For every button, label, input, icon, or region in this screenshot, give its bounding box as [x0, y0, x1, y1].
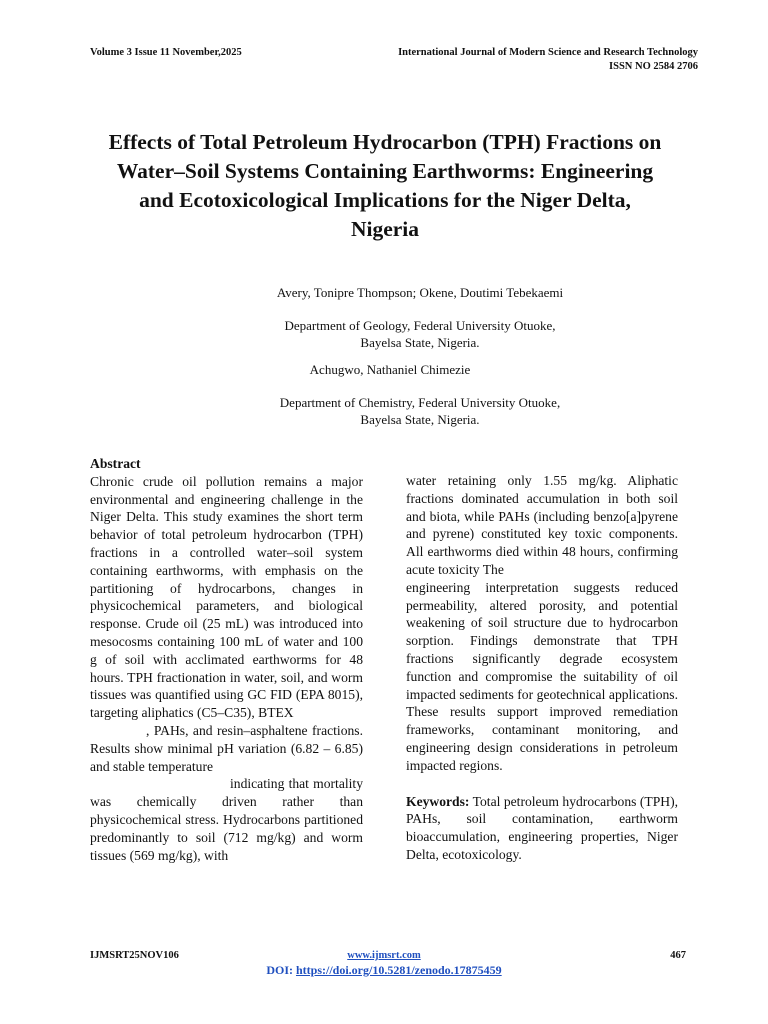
affiliation-line: Department of Chemistry, Federal University Otuoke, — [279, 395, 561, 410]
title-line: Water–Soil Systems Containing Earthworms: Engineering — [116, 159, 654, 183]
footer-paper-id: IJMSRT25NOV106 — [90, 950, 179, 961]
abstract-paragraph: engineering interpretation suggests reduced permeability, altered porosity, and potential weakening of soil structure due to hydrocarbon sorption. Findings demonstrate that TPH fractions significantly degrade ecosystem function and compromise the suitability of oil impacted sediments for geotechnical applications. These results support improved remediation frameworks, contaminant monitoring, and engineering design considerations in petroleum impacted regions. — [406, 579, 678, 773]
abstract-paragraph: indicating that mortality was chemically driven rather than physicochemical stress. Hydrocarbons partitioned predominantly to soil (712 mg/kg) and worm tissues (569 mg/kg), with — [90, 776, 363, 863]
abstract-heading: Abstract — [90, 456, 141, 471]
abstract-paragraph: water retaining only 1.55 mg/kg. Aliphatic fractions dominated accumulation in both soil and biota, while PAHs (including benzo[a]pyrene and pyrene) constituted key toxic components. All earthworms died within 48 hours, confirming acute toxicity The — [406, 473, 678, 577]
title-line: Effects of Total Petroleum Hydrocarbon (TPH) Fractions on — [108, 130, 662, 154]
abstract-paragraph: , PAHs, and resin–asphaltene fractions. Results show minimal pH variation (6.82 – 6.85) and stable temperature — [90, 722, 363, 774]
header-journal-name: International Journal of Modern Science and Research Technology — [398, 47, 698, 58]
website-link[interactable]: www.ijmsrt.com — [347, 950, 421, 961]
keywords-text: Total petroleum hydrocarbons (TPH), PAHs, soil contamination, earthworm bioaccumulation, engineering properties, Niger Delta, ecotoxicology. — [406, 793, 678, 862]
doi-label: DOI: — [266, 963, 296, 977]
abstract-left-column — [90, 455, 363, 864]
header-volume: Volume 3 Issue 11 November,2025 — [90, 47, 242, 58]
abstract-right-column — [406, 472, 678, 864]
paper-title — [95, 128, 675, 244]
affiliation-line: Department of Geology, Federal University Otuoke, — [284, 318, 556, 333]
author-group-1: Avery, Tonipre Thompson; Okene, Doutimi Tebekaemi — [276, 285, 564, 300]
affiliation-2 — [230, 394, 610, 428]
affiliation-1 — [230, 317, 610, 351]
doi-link[interactable]: https://doi.org/10.5281/zenodo.17875459 — [295, 963, 502, 977]
affiliation-line: Bayelsa State, Nigeria. — [360, 335, 480, 350]
footer-center — [0, 950, 768, 961]
page-number: 467 — [670, 950, 686, 961]
affiliation-line: Bayelsa State, Nigeria. — [360, 412, 480, 427]
doi-line — [0, 963, 768, 978]
author-group-2: Achugwo, Nathaniel Chimezie — [309, 362, 471, 377]
keywords-label: Keywords: — [406, 793, 470, 809]
title-line: Nigeria — [350, 217, 420, 241]
keywords — [406, 793, 678, 864]
header-journal — [398, 46, 698, 74]
title-line: and Ecotoxicological Implications for the Niger Delta, — [139, 188, 631, 212]
abstract-paragraph: Chronic crude oil pollution remains a major environmental and engineering challenge in the Niger Delta. This study examines the short term behavior of total petroleum hydrocarbon (TPH) fractions in a controlled water–soil system containing earthworms, with emphasis on the partitioning of hydrocarbons, changes in physicochemical parameters, and biological response. Crude oil (25 mL) was introduced into mesocosms containing 100 mL of water and 100 g of soil with acclimated earthworms for 48 hours. TPH fractionation in water, soil, and worm tissues was quantified using GC FID (EPA 8015), targeting aliphatics (C5–C35), BTEX — [90, 473, 363, 721]
header-issn: ISSN NO 2584 2706 — [609, 61, 698, 72]
